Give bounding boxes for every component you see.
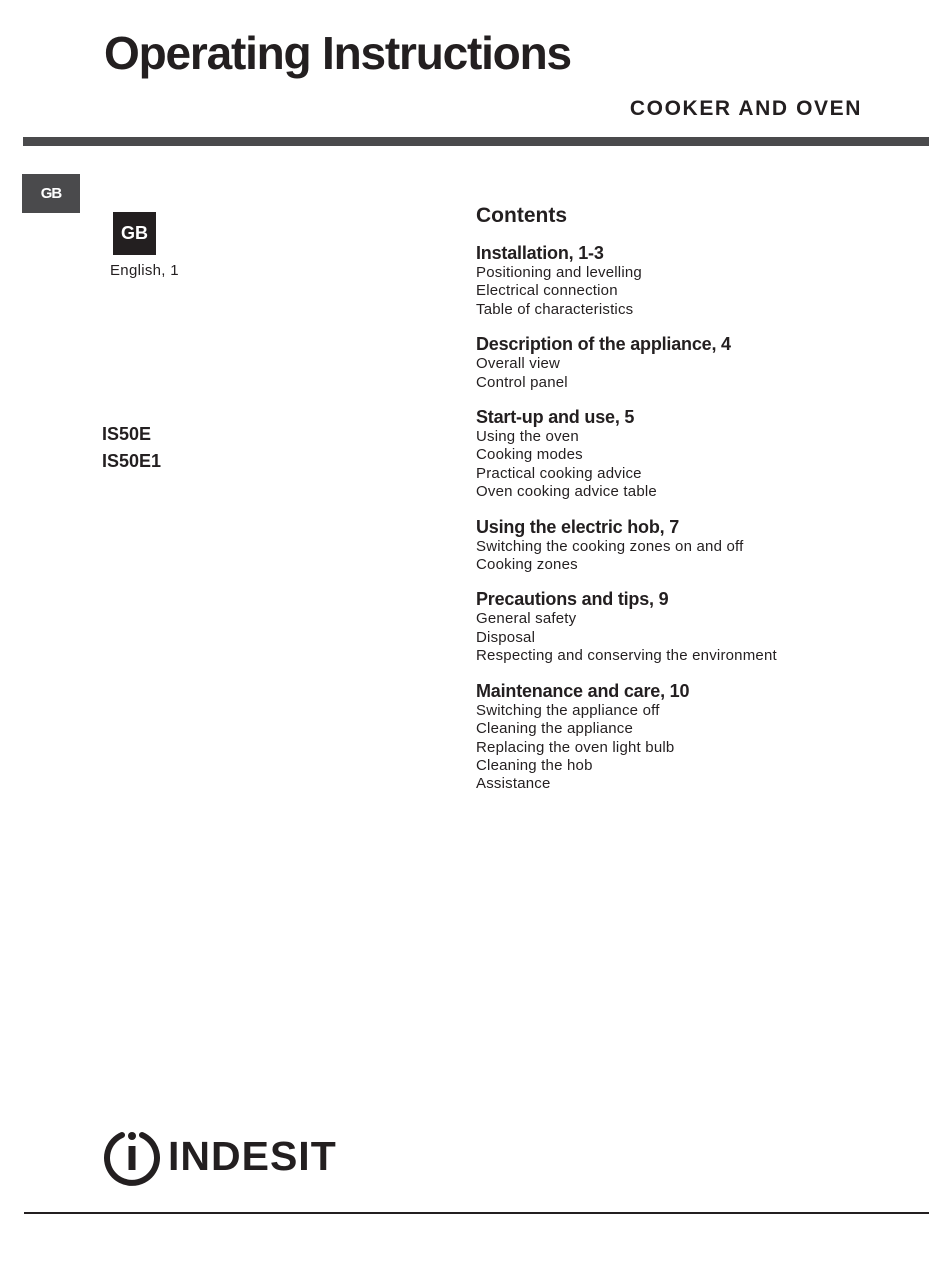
section-item: Electrical connection: [476, 282, 618, 300]
document-subtitle: COOKER AND OVEN: [629, 97, 862, 120]
table-of-contents: [476, 202, 916, 808]
section-item: Positioning and levelling: [476, 264, 642, 281]
section-heading: Maintenance and care, 10: [476, 680, 690, 701]
header-rule: [23, 137, 929, 146]
contents-section: [476, 516, 916, 575]
section-item: Cleaning the hob: [476, 756, 593, 774]
model-list: [102, 421, 161, 475]
section-heading: Installation, 1-3: [476, 243, 604, 263]
section-item: Control panel: [476, 373, 568, 391]
section-item: Cooking zones: [476, 556, 578, 574]
contents-section: [476, 242, 916, 319]
section-heading: Start-up and use, 5: [476, 407, 635, 428]
section-item: Practical cooking advice: [476, 464, 642, 482]
section-heading: Using the electric hob, 7: [476, 516, 680, 537]
section-heading: Precautions and tips, 9: [476, 589, 669, 610]
section-item: Switching the appliance off: [476, 701, 660, 719]
page-title: Operating Instructions: [104, 27, 571, 79]
language-entry: English, 1: [110, 262, 179, 279]
section-item: Respecting and conserving the environment: [476, 647, 777, 665]
indesit-logo: [102, 1126, 337, 1186]
section-item: Table of characteristics: [476, 300, 634, 318]
language-side-tab: GB: [22, 174, 80, 213]
section-item: Assistance: [476, 775, 551, 793]
contents-title: Contents: [476, 204, 567, 227]
indesit-logo-icon: [102, 1126, 162, 1186]
section-heading: Description of the appliance, 4: [476, 334, 731, 355]
section-item: Oven cooking advice table: [476, 483, 657, 501]
section-item: Using the oven: [476, 428, 579, 446]
model-number: IS50E: [102, 424, 152, 444]
contents-sections: [476, 242, 916, 794]
contents-section: [476, 588, 916, 665]
language-badge: GB: [113, 212, 156, 255]
section-item: Replacing the oven light bulb: [476, 738, 675, 756]
section-item: Disposal: [476, 628, 536, 646]
contents-section: [476, 680, 916, 794]
contents-section: [476, 333, 916, 392]
contents-section: [476, 406, 916, 502]
section-item: Overall view: [476, 355, 561, 373]
section-item: General safety: [476, 610, 577, 628]
section-item: Cleaning the appliance: [476, 720, 634, 738]
footer-rule: [24, 1212, 929, 1214]
section-item: Cooking modes: [476, 446, 583, 464]
brand-wordmark: INDESIT: [168, 1133, 337, 1179]
model-number: IS50E1: [102, 451, 162, 471]
section-item: Switching the cooking zones on and off: [476, 537, 744, 555]
